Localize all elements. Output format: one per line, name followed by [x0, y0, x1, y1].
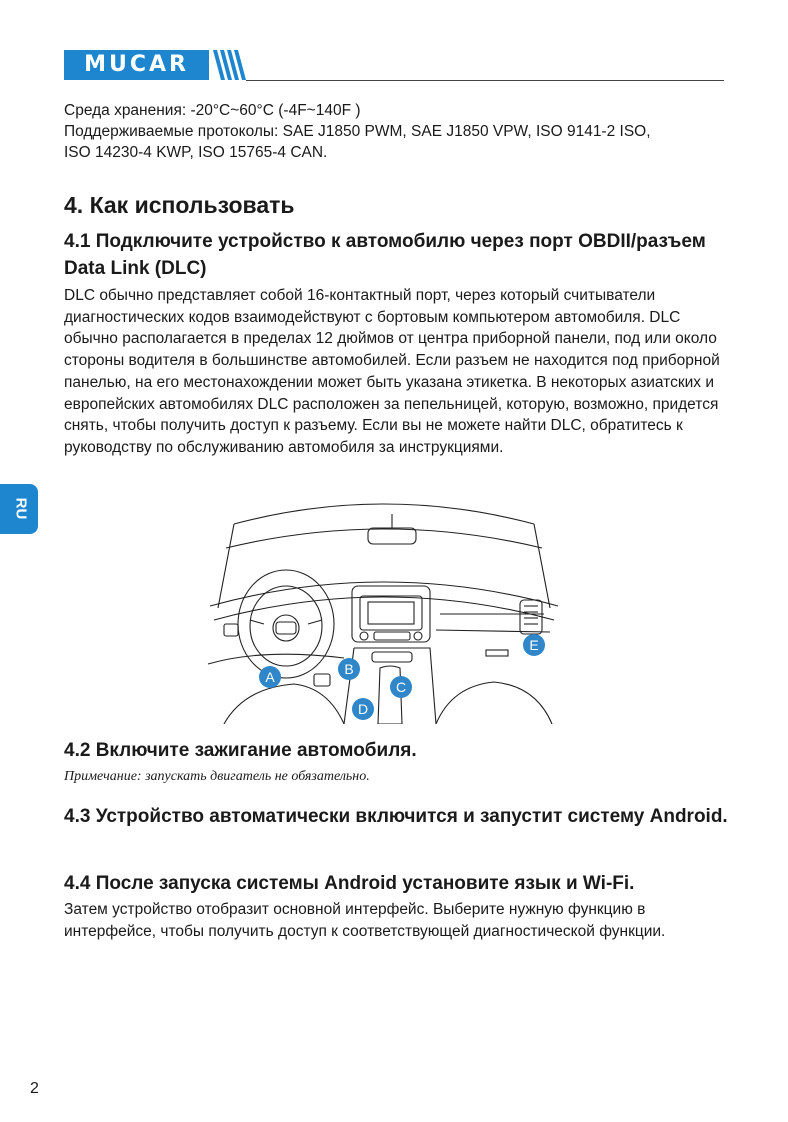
page-header: [64, 50, 724, 82]
dashboard-illustration: [204, 488, 564, 724]
marker-e: E: [523, 634, 545, 656]
language-tab: [0, 484, 38, 534]
section-title: 4. Как использовать: [64, 192, 295, 218]
spec-line: Поддерживаемые протоколы: SAE J1850 PWM, SAE J1850 VPW, ISO 9141-2 ISO,: [64, 123, 651, 140]
header-rule: [246, 80, 724, 81]
page-number: 2: [30, 1080, 39, 1097]
note-text: Примечание: запускать двигатель не обязательно.: [64, 769, 370, 784]
dlc-paragraph: DLC обычно представляет собой 16-контактный порт, через который считыватели диагностических кодов взаимодействуют с бортовым компьютером автомобиля. DLC обычно располагается в пределах 12 дюймов от центра приборной панели, под или около стороны водителя в большинстве автомобилей. Если разъем не находится под приборной панелью, на его местонахождении может быть указана этикетка. В некоторых азиатских и европейских автомобилях DLC расположен за пепельницей, которую, возможно, придется снять, чтобы получить доступ к разъему. Если вы не можете найти DLC, обратитесь к руководству по обслуживанию автомобиля за инструкциями.: [64, 287, 720, 456]
subsection-4-1-title: 4.1 Подключите устройство к автомобилю через порт OBDII/разъем Data Link (DLC): [64, 231, 706, 279]
spec-line: ISO 14230-4 KWP, ISO 15765-4 CAN.: [64, 144, 328, 161]
spec-line: Среда хранения: -20°C~60°C (-4F~140F ): [64, 102, 361, 119]
marker-b: B: [338, 658, 360, 680]
brand-logo: MUCAR: [64, 50, 209, 80]
subsection-4-2-title: 4.2 Включите зажигание автомобиля.: [64, 740, 417, 761]
language-tab-label: RU: [12, 497, 30, 520]
marker-d: D: [352, 698, 374, 720]
logo-stripes: [211, 50, 247, 80]
final-paragraph: Затем устройство отобразит основной интерфейс. Выберите нужную функцию в интерфейсе, чтобы получить доступ к соответствующей диагностической функции.: [64, 901, 666, 940]
subsection-4-4-title: 4.4 После запуска системы Android установите язык и Wi-Fi.: [64, 873, 635, 894]
marker-a: A: [259, 666, 281, 688]
subsection-4-3-title: 4.3 Устройство автоматически включится и запустит систему Android.: [64, 806, 728, 827]
marker-c: C: [390, 676, 412, 698]
specs-block: [64, 100, 724, 163]
dashboard-drawing: [204, 488, 564, 724]
